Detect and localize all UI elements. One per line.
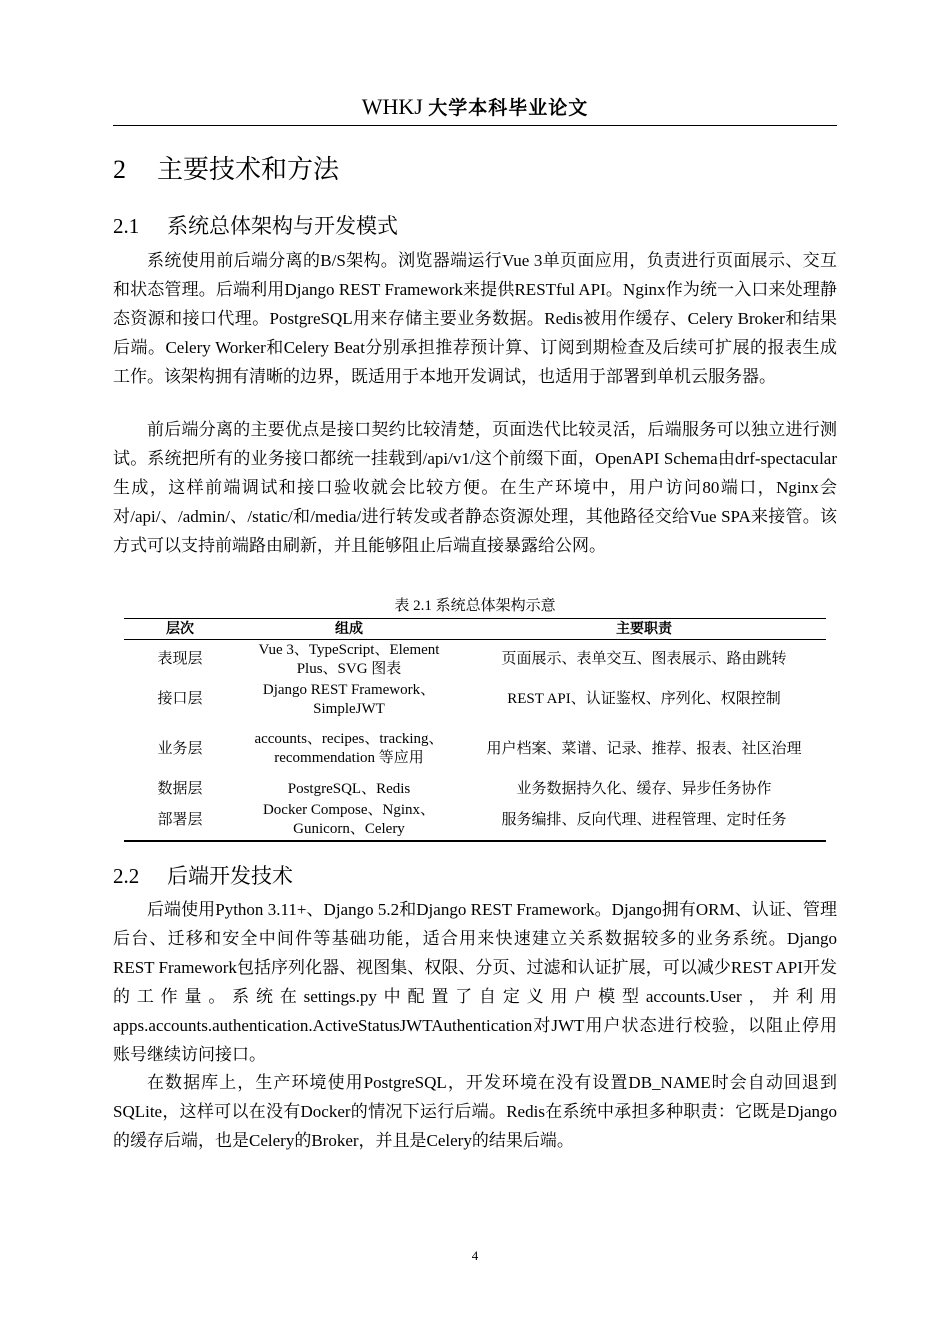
table-cell: Vue 3、TypeScript、Element Plus、SVG 图表 [258,641,440,677]
table-cell: 服务编排、反向代理、进程管理、定时任务 [501,811,787,828]
section-heading-2-1 [113,211,398,241]
table-header: 组成 [236,619,462,640]
table-cell: 业务层 [157,740,203,757]
table-cell: 表现层 [157,651,203,668]
chapter-title: 主要技术和方法 [157,155,340,185]
paragraph: 在数据库上，生产环境使用PostgreSQL，开发环境在没有设置DB_NAME时会自动回退到SQLite，这样可以在没有Docker的情况下运行后端。Redis在系统中承担多种职责：它既是Django的缓存后端，也是Celery的Broker，并且是Celery的结果后端。 [113,1073,837,1150]
table-cell: Docker Compose、Nginx、Gunicorn、Celery [262,802,436,837]
page-number: 4 [471,1248,479,1263]
header-rule [113,125,837,126]
table-row [124,720,826,779]
table-cell: 数据层 [157,781,203,797]
section-heading-2-2 [113,861,293,891]
table-row [124,801,826,841]
running-header [113,92,837,123]
chapter-number: 2 [113,155,126,184]
architecture-table [124,618,826,842]
table-cell: REST API、认证鉴权、序列化、权限控制 [507,691,781,707]
paragraph: 前后端分离的主要优点是接口契约比较清楚，页面迭代比较灵活，后端服务可以独立进行测试。系统把所有的业务接口都统一挂载到/api/v1/这个前缀下面，OpenAPI Schema由drf-spectacular生成，这样前端调试和接口验收就会比较方便。在生产环境中，用户访问80端口，Nginx会对/api/、/admin/、/static/和/media/进行转发或者静态资源处理，其他路径交给Vue SPA来接管。该方式可以支持前端路由刷新，并且能够阻止后端直接暴露给公网。 [113,420,837,555]
header-latin: WHKJ [361,94,423,119]
table-caption: 表 2.1 系统总体架构示意 [394,598,556,614]
header-cjk: 大学本科毕业论文 [428,97,589,119]
table-row [124,779,826,801]
section-title: 系统总体架构与开发模式 [167,214,398,238]
section-number: 2.1 [113,214,140,238]
table-cell: PostgreSQL、Redis [287,781,411,797]
section-title: 后端开发技术 [167,864,293,888]
table-cell: 页面展示、表单交互、图表展示、路由跳转 [501,651,787,668]
table-row [124,680,826,720]
table-cell: Django REST Framework、SimpleJWT [262,681,436,717]
table-cell: 业务数据持久化、缓存、异步任务协作 [516,781,772,797]
paragraph: 后端使用Python 3.11+、Django 5.2和Django REST Framework。Django拥有ORM、认证、管理后台、迁移和安全中间件等基础功能，适合用来快速建立关系数据较多的业务系统。Django REST Framework包括序列化器、视图集、权限、分页、过滤和认证扩展，可以减少REST API开发的工作量。系统在settings.py中配置了自定义用户模型accounts.User，并利用apps.accounts.authentication.ActiveStatusJWTAuthentication对JWT用户状态进行校验，以阻止停用账号继续访问接口。 [113,900,837,1064]
table-cell: 用户档案、菜谱、记录、推荐、报表、社区治理 [486,740,802,757]
paragraph: 系统使用前后端分离的B/S架构。浏览器端运行Vue 3单页面应用，负责进行页面展示、交互和状态管理。后端利用Django REST Framework来提供RESTful API。Nginx作为统一入口来处理静态资源和接口代理。PostgreSQL用来存储主要业务数据。Redis被用作缓存、Celery Broker和结果后端。Celery Worker和Celery Beat分别承担推荐预计算、订阅到期检查及后续可扩展的报表生成工作。该架构拥有清晰的边界，既适用于本地开发调试，也适用于部署到单机云服务器。 [113,251,837,386]
table-header-row [124,619,826,640]
table-row [124,640,826,680]
table-cell: accounts、recipes、tracking、recommendation 等应用 [254,731,444,766]
table-cell: 部署层 [157,811,203,828]
chapter-heading [113,152,339,188]
section-number: 2.2 [113,864,140,888]
table-header: 层次 [124,619,236,640]
table-header: 主要职责 [462,619,826,640]
table-cell: 接口层 [157,691,203,707]
